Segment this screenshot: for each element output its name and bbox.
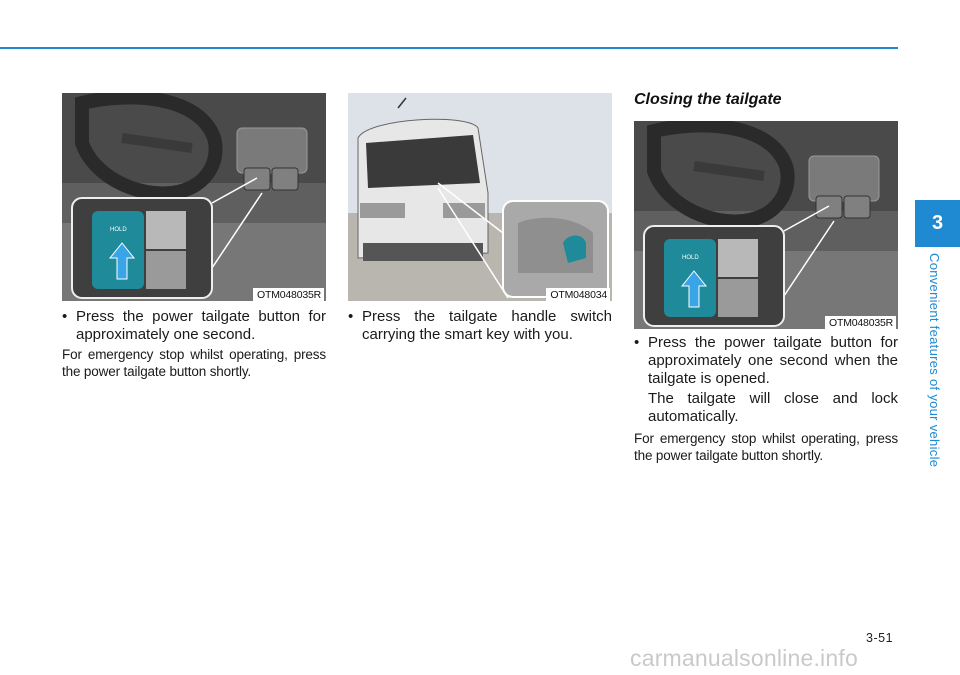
image-caption: OTM048034 bbox=[546, 288, 610, 301]
page-number: 3-51 bbox=[866, 631, 894, 645]
emergency-note: For emergency stop whilst operating, press the power tailgate button shortly. bbox=[634, 431, 898, 463]
dashboard-button-figure-1 bbox=[62, 93, 326, 301]
dashboard-button-figure-2 bbox=[634, 121, 898, 329]
instruction-bullet: • Press the power tailgate button for approximately one second when the tailgate is opened. bbox=[634, 334, 898, 388]
chapter-title: Convenient features of your vehicle bbox=[927, 253, 942, 468]
svg-text:HOLD: HOLD bbox=[110, 227, 127, 233]
dashboard-illustration bbox=[634, 121, 898, 329]
image-caption: OTM048035R bbox=[253, 288, 324, 301]
watermark: carmanualsonline.info bbox=[630, 645, 858, 671]
instruction-bullet: • Press the power tailgate button for approximately one second. bbox=[62, 308, 326, 344]
chapter-tab: 3 bbox=[915, 200, 960, 247]
instruction-continuation: The tailgate will close and lock automatically. bbox=[648, 390, 898, 425]
dashboard-illustration bbox=[62, 93, 326, 301]
svg-text:HOLD: HOLD bbox=[682, 255, 699, 261]
section-heading: Closing the tailgate bbox=[634, 91, 782, 108]
tailgate-handle-figure bbox=[348, 93, 612, 301]
emergency-note: For emergency stop whilst operating, press the power tailgate button shortly. bbox=[62, 347, 326, 379]
car-rear-illustration bbox=[348, 93, 612, 301]
image-caption: OTM048035R bbox=[825, 316, 896, 329]
header-rule bbox=[0, 47, 898, 49]
instruction-bullet: • Press the tailgate handle switch carrying the smart key with you. bbox=[348, 308, 612, 344]
